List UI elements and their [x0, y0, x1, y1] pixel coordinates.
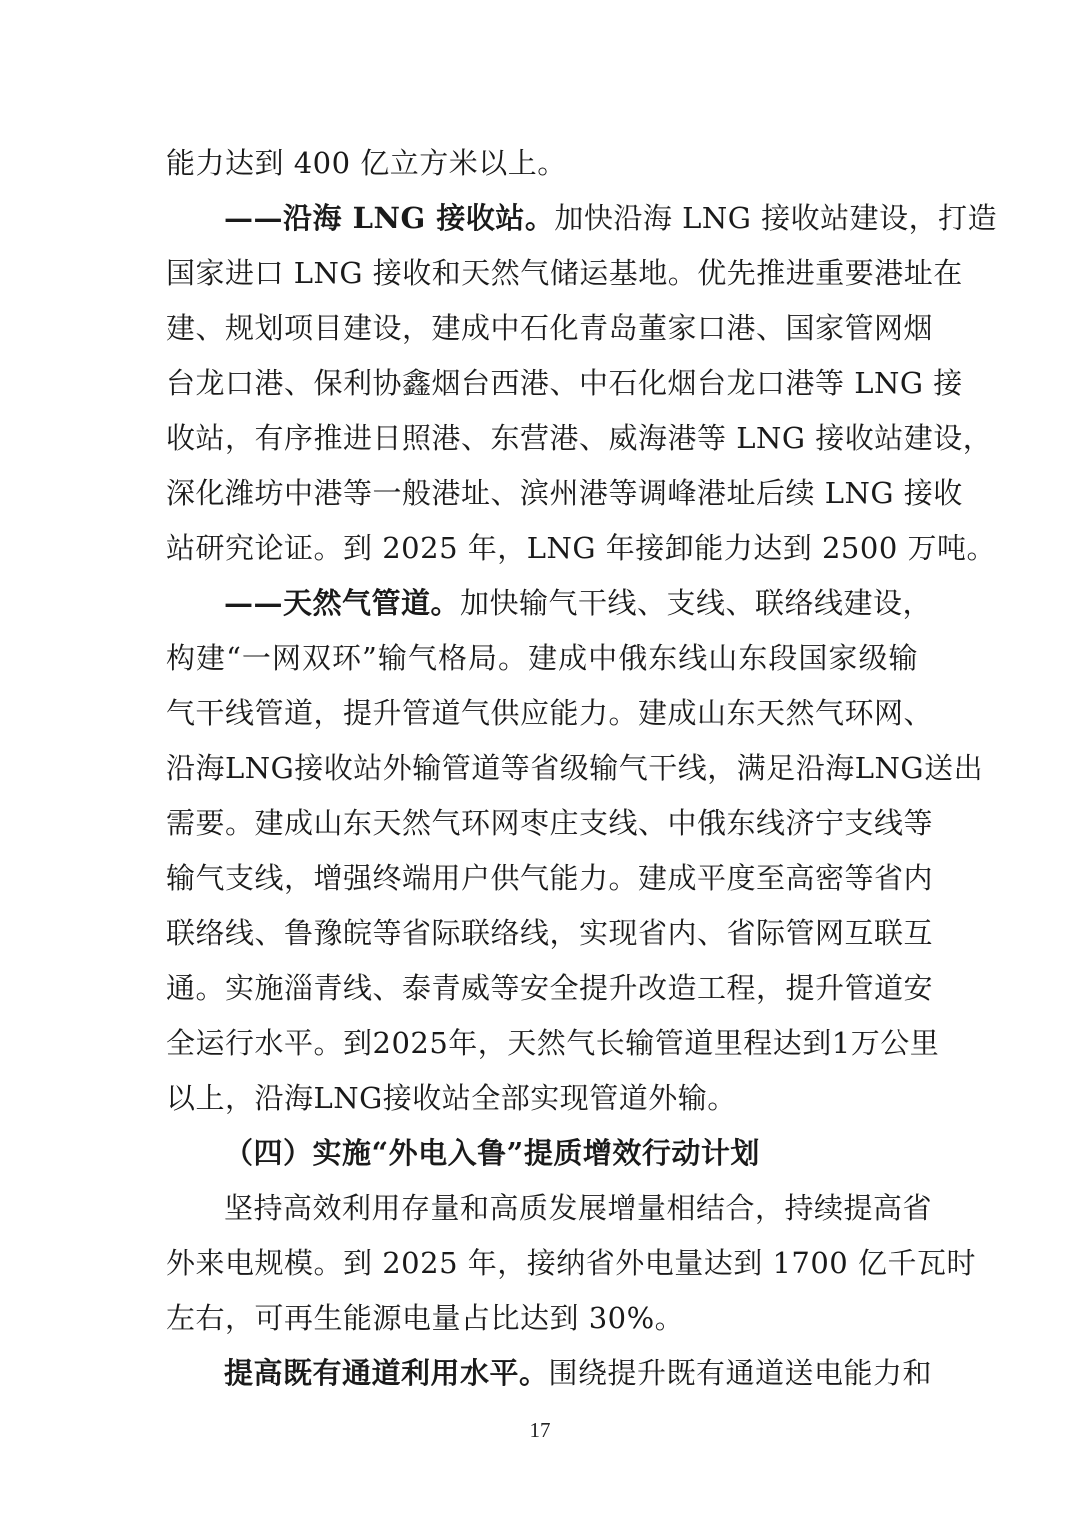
- text-line: 全运行水平。到2025年，天然气长输管道里程达到1万公里: [166, 1026, 940, 1060]
- pipeline-section-lead: ——天然气管道。: [224, 586, 461, 620]
- text-line: [166, 191, 998, 246]
- text-line: 通。实施淄青线、泰青威等安全提升改造工程，提升管道安: [166, 971, 934, 1005]
- text-line: 需要。建成山东天然气环网枣庄支线、中俄东线济宁支线等: [166, 806, 934, 840]
- text-line: 构建“一网双环”输气格局。建成中俄东线山东段国家级输: [166, 641, 918, 675]
- text-line: 能力达到 400 亿立方米以上。: [166, 146, 567, 180]
- lng-section-lead: ——沿海 LNG 接收站。: [224, 201, 555, 235]
- page-number: 17: [529, 1418, 551, 1442]
- text-line: 建、规划项目建设，建成中石化青岛董家口港、国家管网烟: [166, 311, 934, 345]
- channel-utilization-lead: 提高既有通道利用水平。: [224, 1356, 549, 1390]
- section-heading: （四）实施“外电入鲁”提质增效行动计划: [224, 1136, 760, 1170]
- text-line: 左右，可再生能源电量占比达到 30%。: [166, 1301, 685, 1335]
- text-line: 输气支线，增强终端用户供气能力。建成平度至高密等省内: [166, 861, 934, 895]
- text-run: 加快沿海 LNG 接收站建设，打造: [554, 201, 998, 235]
- text-line: 以上，沿海LNG接收站全部实现管道外输。: [166, 1081, 737, 1115]
- text-line: [166, 576, 933, 631]
- text-run: 加快输气干线、支线、联络线建设，: [460, 586, 933, 620]
- text-line: 站研究论证。到 2025 年，LNG 年接卸能力达到 2500 万吨。: [166, 531, 996, 565]
- text-line: 气干线管道，提升管道气供应能力。建成山东天然气环网、: [166, 696, 934, 730]
- text-line: 沿海LNG接收站外输管道等省级输气干线，满足沿海LNG送出: [166, 751, 984, 785]
- text-line: 深化潍坊中港等一般港址、滨州港等调峰港址后续 LNG 接收: [166, 476, 963, 510]
- text-line: 外来电规模。到 2025 年，接纳省外电量达到 1700 亿千瓦时: [166, 1246, 976, 1280]
- text-line: [166, 1346, 933, 1401]
- text-line: 收站，有序推进日照港、东营港、威海港等 LNG 接收站建设，: [166, 421, 993, 455]
- text-line: 国家进口 LNG 接收和天然气储运基地。优先推进重要港址在: [166, 256, 963, 290]
- body-text: [166, 136, 998, 1401]
- text-line: 台龙口港、保利协鑫烟台西港、中石化烟台龙口港等 LNG 接: [166, 366, 963, 400]
- text-run: 围绕提升既有通道送电能力和: [548, 1356, 933, 1390]
- text-line: 联络线、鲁豫皖等省际联络线，实现省内、省际管网互联互: [166, 916, 934, 950]
- text-line: 坚持高效利用存量和高质发展增量相结合，持续提高省: [224, 1191, 933, 1225]
